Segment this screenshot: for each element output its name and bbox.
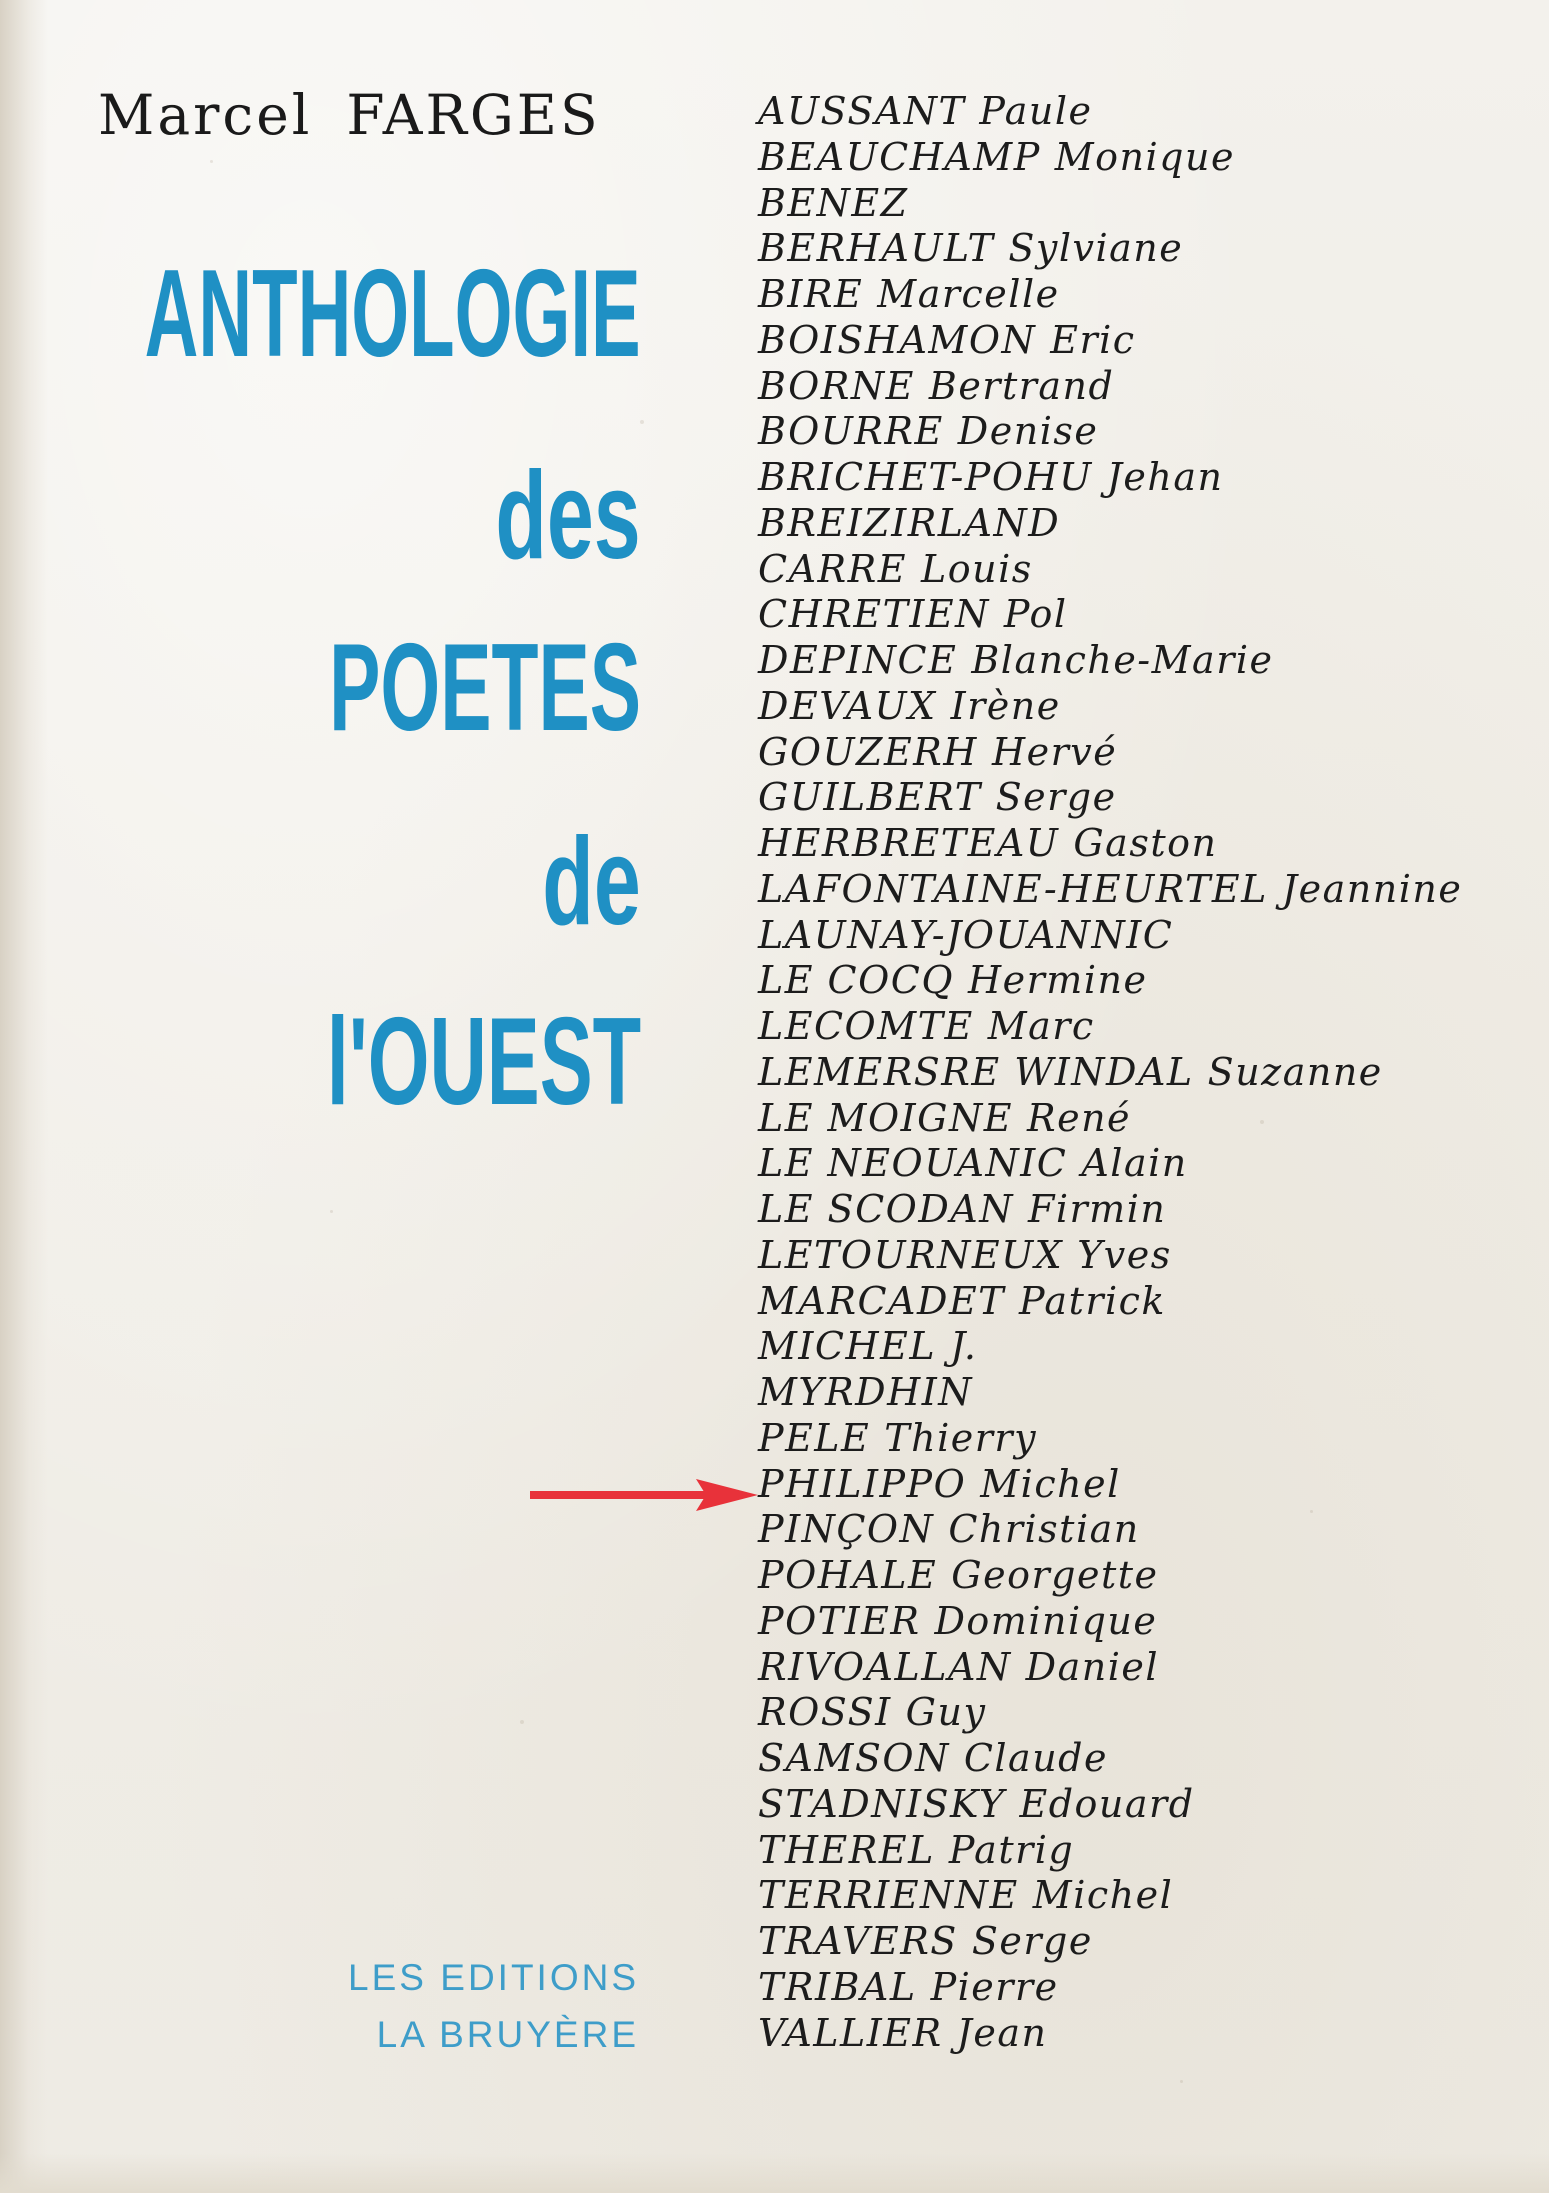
list-item: [758, 318, 1538, 364]
paper-speck: [1180, 2080, 1183, 2083]
poet-surname: LAUNAY-JOUANNIC: [758, 912, 1174, 957]
list-item: [758, 867, 1538, 913]
poet-given-name: Firmin: [1027, 1187, 1167, 1231]
list-item: [758, 1965, 1538, 2011]
list-item: [758, 730, 1538, 776]
poet-given-name: Michel: [980, 1461, 1121, 1506]
poet-given-name: Patrig: [948, 1827, 1075, 1872]
list-item: [758, 1141, 1538, 1187]
poet-surname: PINÇON: [758, 1507, 935, 1552]
poet-given-name: Jehan: [1106, 455, 1224, 499]
poet-given-name: Edouard: [1019, 1781, 1195, 1826]
list-item: [758, 1782, 1538, 1828]
poet-surname: DEPINCE: [758, 638, 958, 682]
poet-given-name: René: [1026, 1095, 1132, 1140]
list-item: [758, 1370, 1538, 1416]
poet-given-name: Louis: [920, 546, 1033, 591]
poet-given-name: Thierry: [884, 1415, 1038, 1460]
poet-given-name: Denise: [957, 409, 1099, 454]
poet-surname: POHALE: [758, 1553, 938, 1597]
poet-given-name: Georgette: [951, 1553, 1159, 1597]
poet-surname: LECOMTE: [758, 1004, 974, 1048]
poet-surname: BOURRE: [758, 409, 944, 454]
poet-given-name: Marc: [987, 1004, 1095, 1048]
poet-surname: BRICHET-POHU: [758, 455, 1093, 499]
list-item: [758, 547, 1538, 593]
title-line-de: de: [542, 813, 641, 951]
poet-given-name: Christian: [948, 1507, 1140, 1552]
poet-surname: PHILIPPO: [758, 1461, 967, 1506]
list-item: [758, 455, 1538, 501]
poet-surname: STADNISKY: [758, 1781, 1006, 1826]
poet-surname: VALLIER: [758, 2010, 943, 2055]
list-item: [758, 1233, 1538, 1279]
list-item: [758, 1828, 1538, 1874]
poet-given-name: Hervé: [991, 729, 1118, 774]
poet-given-name: Irène: [950, 683, 1061, 728]
poet-surname: BORNE: [758, 363, 915, 408]
poet-surname: TRAVERS: [758, 1919, 958, 1963]
paper-speck: [520, 1720, 524, 1724]
poet-given-name: Alain: [1081, 1141, 1188, 1186]
poet-given-name: Paule: [979, 89, 1093, 133]
list-item: [758, 2011, 1538, 2057]
author-first-name: Marcel: [98, 83, 313, 147]
poet-given-name: Claude: [963, 1736, 1108, 1780]
poet-surname: MARCADET: [758, 1278, 1006, 1323]
poet-list: [758, 89, 1538, 2056]
poet-given-name: Pierre: [930, 1964, 1059, 2009]
paper-speck: [210, 160, 213, 163]
list-item: [758, 775, 1538, 821]
list-item: [758, 821, 1538, 867]
poet-surname: LE MOIGNE: [758, 1095, 1013, 1140]
poet-surname: LE SCODAN: [758, 1187, 1014, 1231]
list-item: [758, 1690, 1538, 1736]
poet-surname: MYRDHIN: [758, 1370, 973, 1414]
poet-given-name: J.: [950, 1324, 978, 1369]
poet-surname: THEREL: [758, 1827, 935, 1872]
poet-given-name: Blanche-Marie: [971, 638, 1274, 682]
poet-given-name: Dominique: [934, 1598, 1158, 1643]
poet-given-name: Serge: [995, 775, 1117, 820]
poet-given-name: Daniel: [1025, 1644, 1160, 1689]
list-item: [758, 1919, 1538, 1965]
poet-surname: POTIER: [758, 1598, 921, 1643]
list-item: [758, 409, 1538, 455]
poet-surname: BREIZIRLAND: [758, 500, 1061, 545]
poet-surname: PELE: [758, 1415, 871, 1460]
poet-surname: CARRE: [758, 546, 907, 591]
poet-surname: RIVOALLAN: [758, 1644, 1012, 1689]
poet-given-name: Jean: [956, 2010, 1048, 2055]
poet-given-name: Guy: [905, 1690, 987, 1735]
poet-given-name: Marcelle: [877, 272, 1060, 316]
list-item-highlighted: [758, 1462, 1538, 1508]
poet-surname: AUSSANT: [758, 89, 966, 133]
poet-surname: TERRIENNE: [758, 1873, 1019, 1918]
list-item: [758, 226, 1538, 272]
poet-surname: BIRE: [758, 272, 864, 316]
poet-surname: MICHEL: [758, 1324, 937, 1369]
poet-surname: GUILBERT: [758, 775, 982, 820]
list-item: [758, 181, 1538, 227]
poet-given-name: Suzanne: [1207, 1049, 1383, 1094]
poet-surname: LAFONTAINE-HEURTEL: [758, 866, 1268, 911]
list-item: [758, 1279, 1538, 1325]
poet-given-name: Serge: [971, 1919, 1093, 1963]
list-item: [758, 913, 1538, 959]
poet-given-name: Sylviane: [1008, 226, 1184, 271]
poet-given-name: Pol: [1003, 592, 1068, 637]
poet-surname: HERBRETEAU: [758, 821, 1060, 865]
list-item: [758, 958, 1538, 1004]
cover-bottom-edge: [0, 2153, 1549, 2193]
cover-left-edge: [0, 0, 48, 2193]
poet-given-name: Eric: [1050, 317, 1136, 362]
list-item: [758, 684, 1538, 730]
title-line-poetes: POETES: [329, 619, 641, 757]
poet-surname: ROSSI: [758, 1690, 892, 1735]
author-name: [98, 83, 601, 147]
list-item: [758, 501, 1538, 547]
poet-surname: LETOURNEUX: [758, 1232, 1064, 1277]
title-line-des: des: [495, 447, 641, 585]
poet-surname: GOUZERH: [758, 729, 978, 774]
poet-surname: LEMERSRE WINDAL: [758, 1049, 1194, 1094]
list-item: [758, 1187, 1538, 1233]
publisher-line-2: LA BRUYÈRE: [376, 2014, 639, 2055]
list-item: [758, 1873, 1538, 1919]
list-item: [758, 1599, 1538, 1645]
poet-surname: BOISHAMON: [758, 317, 1037, 362]
poet-given-name: Michel: [1032, 1873, 1174, 1918]
poet-surname: BENEZ: [758, 180, 909, 225]
poet-surname: DEVAUX: [758, 683, 937, 728]
list-item: [758, 272, 1538, 318]
list-item: [758, 1736, 1538, 1782]
list-item: [758, 1416, 1538, 1462]
poet-given-name: Hermine: [968, 958, 1148, 1003]
list-item: [758, 638, 1538, 684]
poet-surname: LE COCQ: [758, 958, 955, 1003]
poet-surname: BEAUCHAMP: [758, 134, 1041, 179]
list-item: [758, 1004, 1538, 1050]
poet-given-name: Gaston: [1073, 821, 1218, 865]
poet-given-name: Yves: [1077, 1232, 1172, 1277]
poet-surname: CHRETIEN: [758, 592, 990, 637]
list-item: [758, 592, 1538, 638]
list-item: [758, 1645, 1538, 1691]
poet-given-name: Patrick: [1019, 1278, 1166, 1323]
author-last-name: FARGES: [346, 83, 601, 147]
title-line-anthologie: ANTHOLOGIE: [145, 245, 641, 383]
poet-surname: TRIBAL: [758, 1964, 917, 2009]
poet-given-name: Bertrand: [928, 363, 1115, 408]
paper-speck: [640, 420, 644, 424]
list-item: [758, 89, 1538, 135]
red-arrow-icon: [530, 1479, 758, 1511]
poet-given-name: Monique: [1054, 134, 1235, 179]
list-item: [758, 135, 1538, 181]
list-item: [758, 364, 1538, 410]
list-item: [758, 1324, 1538, 1370]
list-item: [758, 1507, 1538, 1553]
publisher-line-1: LES EDITIONS: [348, 1957, 639, 1998]
title-line-ouest: l'OUEST: [326, 993, 641, 1131]
list-item: [758, 1553, 1538, 1599]
paper-speck: [330, 1210, 333, 1213]
poet-surname: LE NEOUANIC: [758, 1141, 1068, 1186]
poet-surname: SAMSON: [758, 1736, 950, 1780]
list-item: [758, 1096, 1538, 1142]
poet-given-name: Jeannine: [1281, 866, 1463, 911]
poet-surname: BERHAULT: [758, 226, 995, 271]
list-item: [758, 1050, 1538, 1096]
